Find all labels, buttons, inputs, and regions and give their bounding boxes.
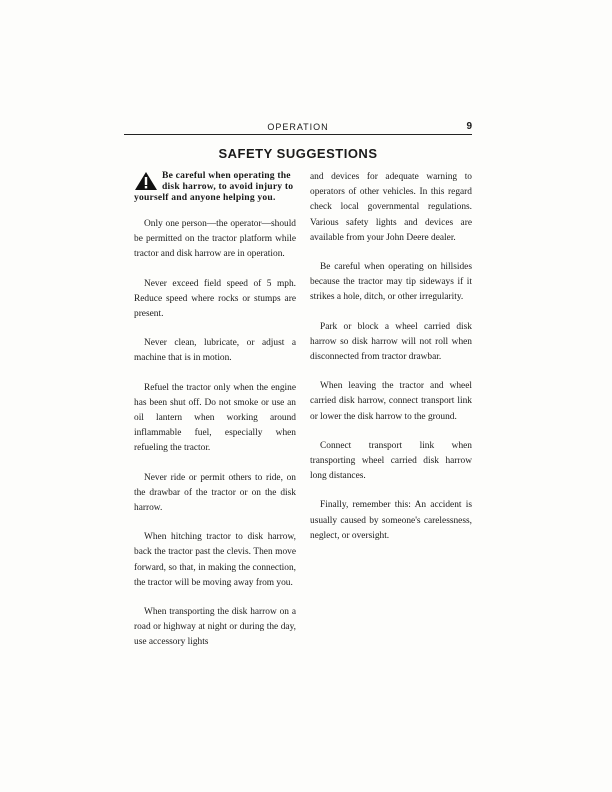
paragraph: Be careful when operating on hillsides because the tractor may tip sideways if it strikes a hole, ditch, or other irregularity. [310,262,472,303]
warning-triangle-icon [134,171,158,191]
paragraph: Never ride or permit others to ride, on the drawbar of the tractor or on the disk harrow. [134,472,296,514]
right-column [310,170,472,558]
warning-text: Be careful when operating the disk harrow, to avoid injury to yourself and anyone helping you. [134,170,294,203]
paragraph: Park or block a wheel carried disk harrow so disk harrow will not roll when disconnected from tractor drawbar. [310,321,472,363]
paragraph-continuation: and devices for adequate warning to operators of other vehicles. In this regard check local governmental regulations. Various safety lights and devices are available from your John Deere dealer. [310,172,472,243]
left-column [134,170,296,665]
paragraph: Never exceed field speed of 5 mph. Reduce speed where rocks or stumps are present. [134,278,296,320]
page-number: 9 [466,121,472,132]
header-title: OPERATION [267,122,329,132]
paragraph: Only one person—the operator—should be permitted on the tractor platform while tractor and disk harrow are in operation. [134,219,296,260]
paragraph: Refuel the tractor only when the engine has been shut off. Do not smoke or use an oil lantern when working around inflammable fuel, especially when refueling the tractor. [134,382,296,454]
paragraph: When hitching tractor to disk harrow, back the tractor past the clevis. Then move forward, so that, in making the connection, the tractor will be moving away from you. [134,532,296,588]
paragraph: Finally, remember this: An accident is usually caused by someone's carelessness, neglect, or oversight. [310,500,472,541]
paragraph: When transporting the disk harrow on a road or highway at night or during the day, use accessory lights [134,607,296,648]
paragraph: When leaving the tractor and wheel carried disk harrow, connect transport link or lower the disk harrow to the ground. [310,381,472,422]
header-rule [124,134,472,135]
paragraph: Connect transport link when transporting wheel carried disk harrow long distances. [310,440,472,482]
paragraph: Never clean, lubricate, or adjust a machine that is in motion. [134,338,296,364]
warning-notice [134,170,296,203]
section-title: SAFETY SUGGESTIONS [218,146,378,161]
